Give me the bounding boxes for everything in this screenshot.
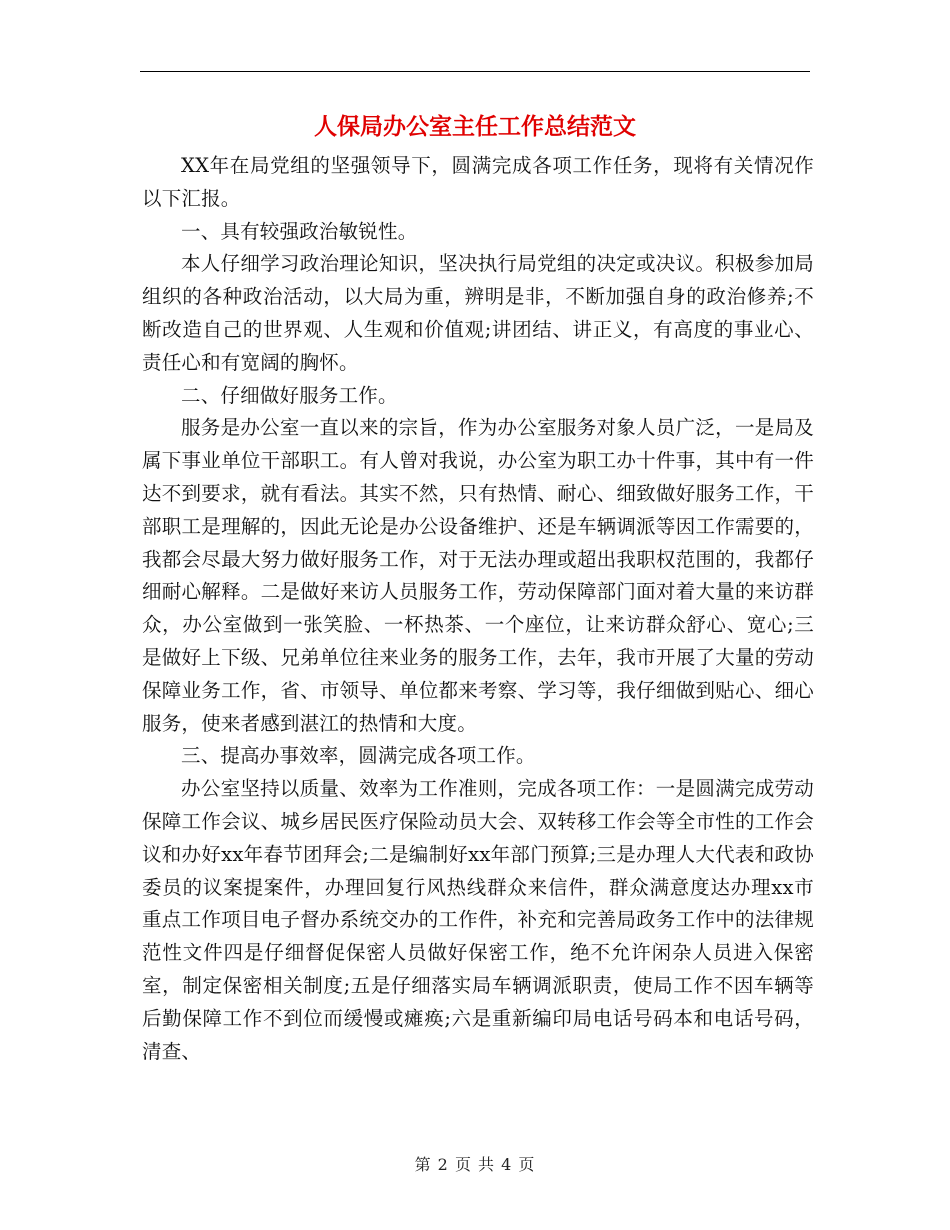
paragraph-intro: XX年在局党组的坚强领导下，圆满完成各项工作任务，现将有关情况作以下汇报。 — [142, 154, 814, 210]
section-heading-1: 一、具有较强政治敏锐性。 — [181, 219, 418, 243]
section-heading-2: 二、仔细做好服务工作。 — [181, 383, 398, 407]
section-heading-3: 三、提高办事效率，圆满完成各项工作。 — [181, 744, 536, 768]
header-rule — [140, 71, 810, 72]
paragraph-service: 服务是办公室一直以来的宗旨，作为办公室服务对象人员广泛，一是局及属下事业单位干部职工。有人曾对我说，办公室为职工办十件事，其中有一件达不到要求，就有看法。其实不然，只有热情、耐心、细致做好服务工作，干部职工是理解的，因此无论是办公设备维护、还是车辆调派等因工作需要的，我都会尽最大努力做好服务工作，对于无法办理或超出我职权范围的，我都仔细耐心解释。二是做好来访人员服务工作，劳动保障部门面对着大量的来访群众，办公室做到一张笑脸、一杯热茶、一个座位，让来访群众舒心、宽心;三是做好上下级、兄弟单位往来业务的服务工作，去年，我市开展了大量的劳动保障业务工作，省、市领导、单位都来考察、学习等，我仔细做到贴心、细心服务，使来者感到湛江的热情和大度。 — [142, 416, 814, 735]
document-body — [142, 150, 814, 1068]
page-number: 第 2 页 共 4 页 — [414, 1155, 536, 1174]
paragraph-political: 本人仔细学习政治理论知识，坚决执行局党组的决定或决议。积极参加局组织的各种政治活动，以大局为重，辨明是非，不断加强自身的政治修养;不断改造自己的世界观、人生观和价值观;讲团结、讲正义，有高度的事业心、责任心和有宽阔的胸怀。 — [142, 252, 814, 374]
paragraph-efficiency: 办公室坚持以质量、效率为工作准则，完成各项工作：一是圆满完成劳动保障工作会议、城乡居民医疗保险动员大会、双转移工作会等全市性的工作会议和办好xx年春节团拜会;二是编制好xx年部门预算;三是办理人大代表和政协委员的议案提案件，办理回复行风热线群众来信件，群众满意度达办理xx市重点工作项目电子督办系统交办的工作件，补充和完善局政务工作中的法律规范性文件四是仔细督促保密人员做好保密工作，绝不允许闲杂人员进入保密室，制定保密相关制度;五是仔细落实局车辆调派职责，使局工作不因车辆等后勤保障工作不到位而缓慢或瘫痪;六是重新编印局电话号码本和电话号码，清查、 — [142, 777, 814, 1063]
document-title: 人保局办公室主任工作总结范文 — [314, 114, 636, 140]
